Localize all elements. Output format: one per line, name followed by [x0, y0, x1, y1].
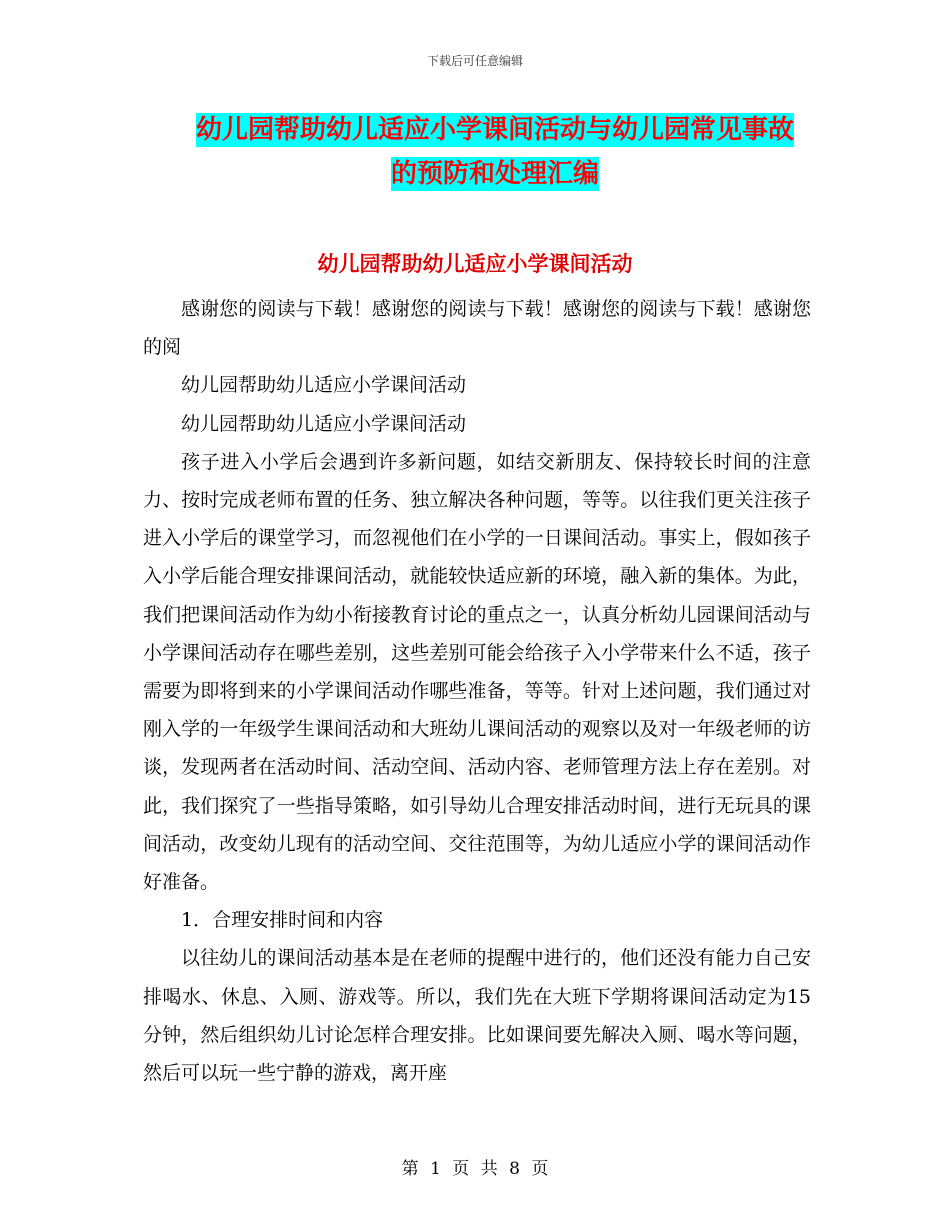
paragraph: 幼儿园帮助幼儿适应小学课间活动 [181, 412, 467, 435]
paragraph: 感谢您的阅读与下载！感谢您的阅读与下载！感谢您的阅读与下载！感谢您的阅 [143, 298, 811, 359]
document-body [143, 290, 811, 1092]
document-title-line-2: 的预防和处理汇编 [390, 159, 599, 189]
page-number-footer: 第 1 页 共 8 页 [401, 1159, 549, 1179]
paragraph: 1．合理安排时间和内容 [181, 909, 384, 932]
page-header-note: 下载后可任意编辑 [426, 54, 523, 68]
document-title-line-1: 幼儿园帮助幼儿适应小学课间活动与幼儿园常见事故 [195, 115, 794, 145]
document-title [150, 108, 840, 196]
paragraph: 幼儿园帮助幼儿适应小学课间活动 [181, 374, 467, 397]
paragraph: 孩子进入小学后会遇到许多新问题，如结交新朋友、保持较长时间的注意力、按时完成老师布置的任务、独立解决各种问题，等等。以往我们更关注孩子进入小学后的课堂学习，而忽视他们在小学的一日课间活动。事实上，假如孩子入小学后能合理安排课间活动，就能较快适应新的环境，融入新的集体。为此，我们把课间活动作为幼小衔接教育讨论的重点之一，认真分析幼儿园课间活动与小学课间活动存在哪些差别，这些差别可能会给孩子入小学带来什么不适，孩子需要为即将到来的小学课间活动作哪些准备，等等。针对上述问题，我们通过对刚入学的一年级学生课间活动和大班幼儿课间活动的观察以及对一年级老师的访谈，发现两者在活动时间、活动空间、活动内容、老师管理方法上存在差别。对此，我们探究了一些指导策略，如引导幼儿合理安排活动时间，进行无玩具的课间活动，改变幼儿现有的活动空间、交往范围等，为幼儿适应小学的课间活动作好准备。 [143, 450, 811, 894]
paragraph: 以往幼儿的课间活动基本是在老师的提醒中进行的，他们还没有能力自己安排喝水、休息、入厕、游戏等。所以，我们先在大班下学期将课间活动定为15分钟，然后组织幼儿讨论怎样合理安排。比如课间要先解决入厕、喝水等问题，然后可以玩一些宁静的游戏，离开座 [143, 947, 811, 1085]
section-title: 幼儿园帮助幼儿适应小学课间活动 [317, 251, 633, 276]
